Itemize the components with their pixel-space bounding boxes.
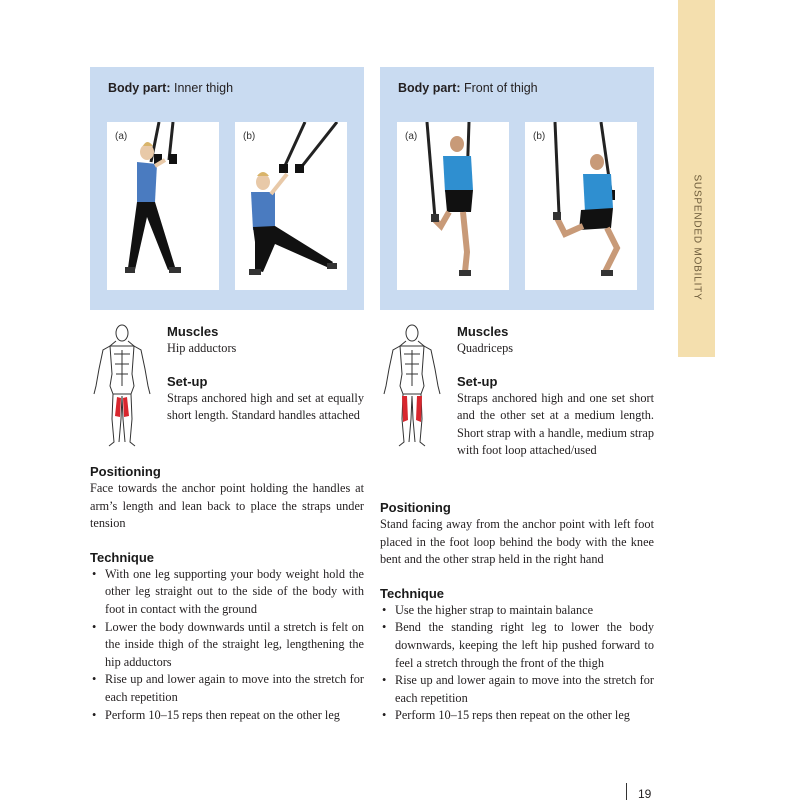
muscle-setup-block [380, 324, 654, 500]
man-standing-quad-stretch-illustration [397, 122, 509, 290]
exercise-photo-b [235, 122, 347, 290]
setup-heading: Set-up [457, 373, 498, 389]
muscle-setup-text [167, 324, 364, 425]
photo-panel [90, 67, 364, 310]
muscles-heading: Muscles [167, 324, 219, 339]
body-part-value: Front of thigh [463, 81, 538, 95]
technique-item: • Use the higher strap to maintain balance [380, 602, 654, 620]
setup-heading: Set-up [167, 373, 208, 389]
woman-side-lunge-illustration [235, 122, 347, 290]
technique-heading: Technique [90, 549, 155, 565]
technique-item: • Rise up and lower again to move into the stretch for each repetition [90, 671, 364, 706]
section-tab-label: SUSPENDED MOBILITY [691, 174, 702, 301]
technique-item: • Lower the body downwards until a stretch is felt on the inside thigh of the straight leg, lengthening the hip adductors [90, 619, 364, 672]
exercise-photo-a [107, 122, 219, 290]
body-part-header [90, 67, 364, 105]
technique-item: • Bend the standing right leg to lower the body downwards, keeping the left hip pushed forward to feel a stretch through the front of the thigh [380, 619, 654, 672]
muscle-setup-text [457, 324, 654, 460]
photo-label-a: (a) [115, 131, 128, 142]
footer-divider [626, 783, 627, 800]
section-side-tab [678, 0, 715, 357]
positioning-text: Stand facing away from the anchor point with left foot placed in the foot loop behind the body with the knee bent and the other strap held in the right hand [380, 517, 654, 567]
anatomy-figure-icon [380, 324, 444, 449]
technique-list [90, 566, 364, 724]
muscle-setup-block [90, 324, 364, 464]
photo-label-b: (b) [533, 131, 546, 142]
exercise-column-inner-thigh [90, 67, 364, 724]
woman-standing-illustration [107, 122, 219, 290]
body-part-label: Body part: [398, 81, 461, 95]
man-lunging-quad-stretch-illustration [525, 122, 637, 290]
setup-text: Straps anchored high and set at equally short length. Standard handles attached [167, 390, 364, 423]
photo-label-b: (b) [243, 131, 256, 142]
technique-item: • Rise up and lower again to move into the stretch for each repetition [380, 672, 654, 707]
body-part-header [380, 67, 654, 105]
body-part-label: Body part: [108, 81, 171, 95]
anatomy-figure-icon [90, 324, 154, 449]
positioning-heading: Positioning [380, 500, 451, 515]
exercise-photo-a [397, 122, 509, 290]
page-number: 19 [638, 787, 652, 800]
muscles-value: Hip adductors [167, 341, 237, 355]
technique-item: • Perform 10–15 reps then repeat on the other leg [90, 707, 364, 725]
setup-text: Straps anchored high and one set short and the other set at a medium length. Short strap with a handle, medium strap with foot loop attached/used [457, 390, 654, 458]
photo-label-a: (a) [405, 131, 418, 142]
body-part-value: Inner thigh [173, 81, 234, 95]
technique-list [380, 602, 654, 725]
positioning-text: Face towards the anchor point holding the handles at arm’s length and lean back to place the straps under tension [90, 481, 364, 531]
muscles-value: Quadriceps [457, 341, 513, 355]
exercise-photo-b [525, 122, 637, 290]
photo-panel [380, 67, 654, 310]
technique-item: • Perform 10–15 reps then repeat on the other leg [380, 707, 654, 725]
technique-item: • With one leg supporting your body weight hold the other leg straight out to the side of the body with foot in contact with the ground [90, 566, 364, 619]
positioning-heading: Positioning [90, 464, 161, 479]
technique-heading: Technique [380, 585, 445, 601]
exercise-column-front-thigh [380, 67, 654, 725]
muscles-heading: Muscles [457, 324, 509, 339]
